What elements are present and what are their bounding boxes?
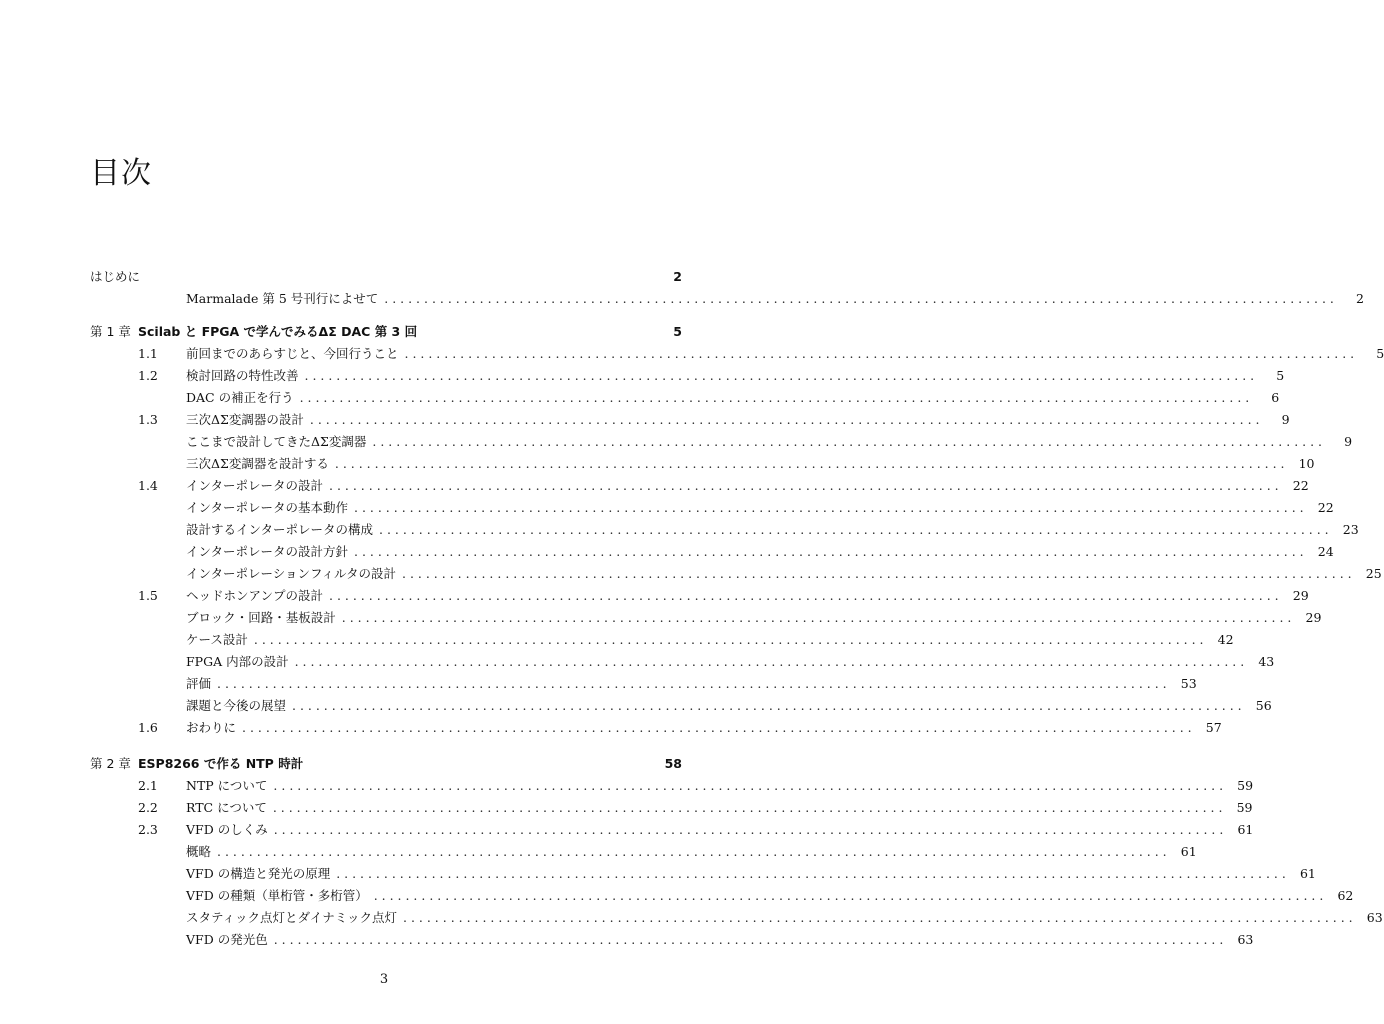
section-title: Marmalade 第 5 号刊行によせて bbox=[186, 291, 379, 306]
page-ref: 5 bbox=[673, 324, 682, 339]
section-title: DAC の補正を行う bbox=[186, 390, 294, 405]
section-title: 設計するインターポレータの構成 bbox=[186, 522, 374, 537]
section-title: インターポレータの設計 bbox=[186, 478, 324, 493]
toc-section-entry[interactable] bbox=[90, 585, 1309, 607]
toc-section-entry[interactable] bbox=[90, 497, 1334, 519]
chapter-title: はじめに bbox=[90, 269, 141, 284]
section-title: インターポレーションフィルタの設計 bbox=[186, 566, 397, 581]
spacer bbox=[90, 739, 682, 753]
toc-chapter-entry[interactable] bbox=[90, 321, 682, 343]
toc-section-entry[interactable] bbox=[90, 563, 1382, 585]
dot-leader: . . . . . . . . . . . . . . . . . . . . . . . . . . . . . . . . . . . . . . . . . . . . . . . . . . . . . . . . . . . . . . . . . . . . . . . . . . . . . . . . . . . . . . . . . . . . . . . . . . . . . . . . . . . . . . . . . . . . . . . . bbox=[384, 291, 1334, 306]
toc-section-entry[interactable] bbox=[90, 387, 1280, 409]
section-number: 1.5 bbox=[138, 588, 158, 603]
dot-leader: . . . . . . . . . . . . . . . . . . . . . . . . . . . . . . . . . . . . . . . . . . . . . . . . . . . . . . . . . . . . . . . . . . . . . . . . . . . . . . . . . . . . . . . . . . . . . . . . . . . . . . . . . . . . . . . . . . . . . . . . bbox=[373, 888, 1324, 903]
page-ref: 61 bbox=[1237, 822, 1254, 837]
chapter-label: 第 2 章 bbox=[90, 756, 131, 771]
dot-leader: . . . . . . . . . . . . . . . . . . . . . . . . . . . . . . . . . . . . . . . . . . . . . . . . . . . . . . . . . . . . . . . . . . . . . . . . . . . . . . . . . . . . . . . . . . . . . . . . . . . . . . . . . . . . . . . . . . . . . . . . bbox=[329, 478, 1279, 493]
page-ref: 6 bbox=[1271, 390, 1280, 405]
page-title: 目次 bbox=[90, 156, 152, 191]
page-ref: 9 bbox=[1344, 434, 1353, 449]
dot-leader: . . . . . . . . . . . . . . . . . . . . . . . . . . . . . . . . . . . . . . . . . . . . . . . . . . . . . . . . . . . . . . . . . . . . . . . . . . . . . . . . . . . . . . . . . . . . . . . . . . . . . . . . . . . . . . . . . . . . . . . . bbox=[372, 434, 1323, 449]
toc-section-entry[interactable] bbox=[90, 365, 1285, 387]
section-title: ケース設計 bbox=[186, 632, 248, 647]
section-title: スタティック点灯とダイナミック点灯 bbox=[186, 910, 398, 925]
page-ref: 24 bbox=[1317, 544, 1334, 559]
section-title: 評価 bbox=[186, 676, 212, 691]
toc-section-entry[interactable] bbox=[90, 929, 1254, 951]
page-ref: 9 bbox=[1281, 412, 1290, 427]
page-ref: 57 bbox=[1205, 720, 1222, 735]
page-ref: 22 bbox=[1317, 500, 1334, 515]
toc-section-entry[interactable] bbox=[90, 651, 1275, 673]
section-title: 検討回路の特性改善 bbox=[186, 368, 299, 383]
section-number: 1.4 bbox=[138, 478, 158, 493]
table-of-contents bbox=[90, 266, 1384, 951]
dot-leader: . . . . . . . . . . . . . . . . . . . . . . . . . . . . . . . . . . . . . . . . . . . . . . . . . . . . . . . . . . . . . . . . . . . . . . . . . . . . . . . . . . . . . . . . . . . . . . . . . . . . . . . . . . . . . . . . . . . . . . . . bbox=[336, 866, 1286, 881]
section-title: VFD の種類（単桁管・多桁管） bbox=[186, 888, 368, 903]
dot-leader: . . . . . . . . . . . . . . . . . . . . . . . . . . . . . . . . . . . . . . . . . . . . . . . . . . . . . . . . . . . . . . . . . . . . . . . . . . . . . . . . . . . . . . . . . . . . . . . . . . . . . . . . . . . . . . . . . . . . . . . . bbox=[294, 654, 1245, 669]
toc-chapter-entry[interactable] bbox=[90, 266, 682, 288]
page-ref: 62 bbox=[1337, 888, 1354, 903]
chapter-label: 第 1 章 bbox=[90, 324, 131, 339]
section-title: おわりに bbox=[186, 720, 237, 735]
page-ref: 61 bbox=[1180, 844, 1197, 859]
section-number: 1.3 bbox=[138, 412, 158, 427]
toc-section-entry[interactable] bbox=[90, 863, 1316, 885]
toc-section-entry[interactable] bbox=[90, 629, 1234, 651]
page-ref: 56 bbox=[1255, 698, 1272, 713]
section-title: インターポレータの設計方針 bbox=[186, 544, 349, 559]
dot-leader: . . . . . . . . . . . . . . . . . . . . . . . . . . . . . . . . . . . . . . . . . . . . . . . . . . . . . . . . . . . . . . . . . . . . . . . . . . . . . . . . . . . . . . . . . . . . . . . . . . . . . . . . . . . . . . . . . . . . . . . . bbox=[217, 676, 1167, 691]
toc-section-entry[interactable] bbox=[90, 885, 1354, 907]
dot-leader: . . . . . . . . . . . . . . . . . . . . . . . . . . . . . . . . . . . . . . . . . . . . . . . . . . . . . . . . . . . . . . . . . . . . . . . . . . . . . . . . . . . . . . . . . . . . . . . . . . . . . . . . . . . . . . . . . . . . . . . . bbox=[304, 368, 1255, 383]
dot-leader: . . . . . . . . . . . . . . . . . . . . . . . . . . . . . . . . . . . . . . . . . . . . . . . . . . . . . . . . . . . . . . . . . . . . . . . . . . . . . . . . . . . . . . . . . . . . . . . . . . . . . . . . . . . . . . . . . . . . . . . . bbox=[404, 346, 1355, 361]
section-title: FPGA 内部の設計 bbox=[186, 654, 289, 669]
toc-section-entry[interactable] bbox=[90, 717, 1222, 739]
chapter-title: ESP8266 で作る NTP 時計 bbox=[138, 756, 304, 771]
section-number: 2.2 bbox=[138, 800, 158, 815]
toc-section-entry[interactable] bbox=[90, 453, 1315, 475]
chapter-title: Scilab と FPGA で学んでみるΔΣ DAC 第 3 回 bbox=[138, 324, 418, 339]
section-number: 2.1 bbox=[138, 778, 158, 793]
dot-leader: . . . . . . . . . . . . . . . . . . . . . . . . . . . . . . . . . . . . . . . . . . . . . . . . . . . . . . . . . . . . . . . . . . . . . . . . . . . . . . . . . . . . . . . . . . . . . . . . . . . . . . . . . . . . . . . . . . . . . . . . bbox=[273, 932, 1224, 947]
section-title: インターポレータの基本動作 bbox=[186, 500, 349, 515]
dot-leader: . . . . . . . . . . . . . . . . . . . . . . . . . . . . . . . . . . . . . . . . . . . . . . . . . . . . . . . . . . . . . . . . . . . . . . . . . . . . . . . . . . . . . . . . . . . . . . . . . . . . . . . . . . . . . . . . . . . . . . . . bbox=[309, 412, 1260, 427]
dot-leader: . . . . . . . . . . . . . . . . . . . . . . . . . . . . . . . . . . . . . . . . . . . . . . . . . . . . . . . . . . . . . . . . . . . . . . . . . . . . . . . . . . . . . . . . . . . . . . . . . . . . . . . . . . . . . . . . . . . . . . . . bbox=[341, 610, 1292, 625]
dot-leader: . . . . . . . . . . . . . . . . . . . . . . . . . . . . . . . . . . . . . . . . . . . . . . . . . . . . . . . . . . . . . . . . . . . . . . . . . . . . . . . . . . . . . . . . . . . . . . . . . . . . . . . . . . . . . . . . . . . . . . . . bbox=[272, 800, 1223, 815]
section-title: VFD のしくみ bbox=[186, 822, 268, 837]
toc-section-entry[interactable] bbox=[90, 775, 1254, 797]
toc-section-entry[interactable] bbox=[90, 607, 1322, 629]
toc-section-entry[interactable] bbox=[90, 797, 1253, 819]
page-ref: 63 bbox=[1366, 910, 1383, 925]
page-ref: 59 bbox=[1237, 778, 1254, 793]
dot-leader: . . . . . . . . . . . . . . . . . . . . . . . . . . . . . . . . . . . . . . . . . . . . . . . . . . . . . . . . . . . . . . . . . . . . . . . . . . . . . . . . . . . . . . . . . . . . . . . . . . . . . . . . . . . . . . . . . . . . . . . . bbox=[253, 632, 1204, 647]
section-title: 前回までのあらすじと、今回行うこと bbox=[186, 346, 399, 361]
section-number: 1.1 bbox=[138, 346, 158, 361]
dot-leader: . . . . . . . . . . . . . . . . . . . . . . . . . . . . . . . . . . . . . . . . . . . . . . . . . . . . . . . . . . . . . . . . . . . . . . . . . . . . . . . . . . . . . . . . . . . . . . . . . . . . . . . . . . . . . . . . . . . . . . . . bbox=[354, 500, 1304, 515]
toc-section-entry[interactable] bbox=[90, 475, 1309, 497]
page-ref: 42 bbox=[1217, 632, 1234, 647]
dot-leader: . . . . . . . . . . . . . . . . . . . . . . . . . . . . . . . . . . . . . . . . . . . . . . . . . . . . . . . . . . . . . . . . . . . . . . . . . . . . . . . . . . . . . . . . . . . . . . . . . . . . . . . . . . . . . . . . . . . . . . . . bbox=[242, 720, 1192, 735]
toc-section-entry[interactable] bbox=[90, 431, 1353, 453]
toc-section-entry[interactable] bbox=[90, 841, 1197, 863]
page-number: 3 bbox=[379, 972, 389, 987]
page-ref: 22 bbox=[1292, 478, 1309, 493]
page-ref: 61 bbox=[1299, 866, 1316, 881]
page-ref: 25 bbox=[1365, 566, 1382, 581]
page-ref: 59 bbox=[1236, 800, 1253, 815]
toc-section-entry[interactable] bbox=[90, 673, 1197, 695]
toc-chapter-entry[interactable] bbox=[90, 753, 682, 775]
toc-section-entry[interactable] bbox=[90, 519, 1359, 541]
page-ref: 23 bbox=[1342, 522, 1359, 537]
dot-leader: . . . . . . . . . . . . . . . . . . . . . . . . . . . . . . . . . . . . . . . . . . . . . . . . . . . . . . . . . . . . . . . . . . . . . . . . . . . . . . . . . . . . . . . . . . . . . . . . . . . . . . . . . . . . . . . . . . . . . . . . bbox=[403, 910, 1353, 925]
section-number: 1.6 bbox=[138, 720, 158, 735]
dot-leader: . . . . . . . . . . . . . . . . . . . . . . . . . . . . . . . . . . . . . . . . . . . . . . . . . . . . . . . . . . . . . . . . . . . . . . . . . . . . . . . . . . . . . . . . . . . . . . . . . . . . . . . . . . . . . . . . . . . . . . . . bbox=[217, 844, 1167, 859]
toc-section-entry[interactable] bbox=[90, 695, 1272, 717]
section-title: VFD の発光色 bbox=[186, 932, 268, 947]
dot-leader: . . . . . . . . . . . . . . . . . . . . . . . . . . . . . . . . . . . . . . . . . . . . . . . . . . . . . . . . . . . . . . . . . . . . . . . . . . . . . . . . . . . . . . . . . . . . . . . . . . . . . . . . . . . . . . . . . . . . . . . . bbox=[334, 456, 1285, 471]
toc-section-entry[interactable] bbox=[90, 288, 1364, 310]
dot-leader: . . . . . . . . . . . . . . . . . . . . . . . . . . . . . . . . . . . . . . . . . . . . . . . . . . . . . . . . . . . . . . . . . . . . . . . . . . . . . . . . . . . . . . . . . . . . . . . . . . . . . . . . . . . . . . . . . . . . . . . . bbox=[329, 588, 1279, 603]
section-title: ここまで設計してきたΔΣ変調器 bbox=[186, 434, 367, 449]
section-title: ヘッドホンアンプの設計 bbox=[186, 588, 324, 603]
toc-section-entry[interactable] bbox=[90, 819, 1254, 841]
section-title: 三次ΔΣ変調器の設計 bbox=[186, 412, 304, 427]
page-ref: 5 bbox=[1276, 368, 1285, 383]
section-title: RTC について bbox=[186, 800, 267, 815]
dot-leader: . . . . . . . . . . . . . . . . . . . . . . . . . . . . . . . . . . . . . . . . . . . . . . . . . . . . . . . . . . . . . . . . . . . . . . . . . . . . . . . . . . . . . . . . . . . . . . . . . . . . . . . . . . . . . . . . . . . . . . . . bbox=[299, 390, 1250, 405]
section-title: ブロック・回路・基板設計 bbox=[186, 610, 336, 625]
section-number: 2.3 bbox=[138, 822, 158, 837]
toc-section-entry[interactable] bbox=[90, 343, 1384, 365]
section-title: 三次ΔΣ変調器を設計する bbox=[186, 456, 329, 471]
toc-section-entry[interactable] bbox=[90, 541, 1334, 563]
spacer bbox=[90, 310, 682, 321]
toc-section-entry[interactable] bbox=[90, 409, 1290, 431]
page-ref: 58 bbox=[664, 756, 682, 771]
page-ref: 43 bbox=[1258, 654, 1275, 669]
dot-leader: . . . . . . . . . . . . . . . . . . . . . . . . . . . . . . . . . . . . . . . . . . . . . . . . . . . . . . . . . . . . . . . . . . . . . . . . . . . . . . . . . . . . . . . . . . . . . . . . . . . . . . . . . . . . . . . . . . . . . . . . bbox=[379, 522, 1329, 537]
page-ref: 2 bbox=[673, 269, 682, 284]
dot-leader: . . . . . . . . . . . . . . . . . . . . . . . . . . . . . . . . . . . . . . . . . . . . . . . . . . . . . . . . . . . . . . . . . . . . . . . . . . . . . . . . . . . . . . . . . . . . . . . . . . . . . . . . . . . . . . . . . . . . . . . . bbox=[354, 544, 1304, 559]
page-ref: 29 bbox=[1292, 588, 1309, 603]
dot-leader: . . . . . . . . . . . . . . . . . . . . . . . . . . . . . . . . . . . . . . . . . . . . . . . . . . . . . . . . . . . . . . . . . . . . . . . . . . . . . . . . . . . . . . . . . . . . . . . . . . . . . . . . . . . . . . . . . . . . . . . . bbox=[273, 822, 1224, 837]
page-ref: 5 bbox=[1376, 346, 1384, 361]
dot-leader: . . . . . . . . . . . . . . . . . . . . . . . . . . . . . . . . . . . . . . . . . . . . . . . . . . . . . . . . . . . . . . . . . . . . . . . . . . . . . . . . . . . . . . . . . . . . . . . . . . . . . . . . . . . . . . . . . . . . . . . . bbox=[292, 698, 1242, 713]
dot-leader: . . . . . . . . . . . . . . . . . . . . . . . . . . . . . . . . . . . . . . . . . . . . . . . . . . . . . . . . . . . . . . . . . . . . . . . . . . . . . . . . . . . . . . . . . . . . . . . . . . . . . . . . . . . . . . . . . . . . . . . . bbox=[273, 778, 1224, 793]
page-ref: 2 bbox=[1355, 291, 1364, 306]
section-title: NTP について bbox=[186, 778, 268, 793]
section-title: 課題と今後の展望 bbox=[186, 698, 287, 713]
page-ref: 29 bbox=[1305, 610, 1322, 625]
page-ref: 10 bbox=[1298, 456, 1315, 471]
toc-section-entry[interactable] bbox=[90, 907, 1383, 929]
section-number: 1.2 bbox=[138, 368, 158, 383]
dot-leader: . . . . . . . . . . . . . . . . . . . . . . . . . . . . . . . . . . . . . . . . . . . . . . . . . . . . . . . . . . . . . . . . . . . . . . . . . . . . . . . . . . . . . . . . . . . . . . . . . . . . . . . . . . . . . . . . . . . . . . . . bbox=[402, 566, 1352, 581]
section-title: VFD の構造と発光の原理 bbox=[186, 866, 331, 881]
page-ref: 53 bbox=[1180, 676, 1197, 691]
section-title: 概略 bbox=[186, 844, 212, 859]
page-ref: 63 bbox=[1237, 932, 1254, 947]
